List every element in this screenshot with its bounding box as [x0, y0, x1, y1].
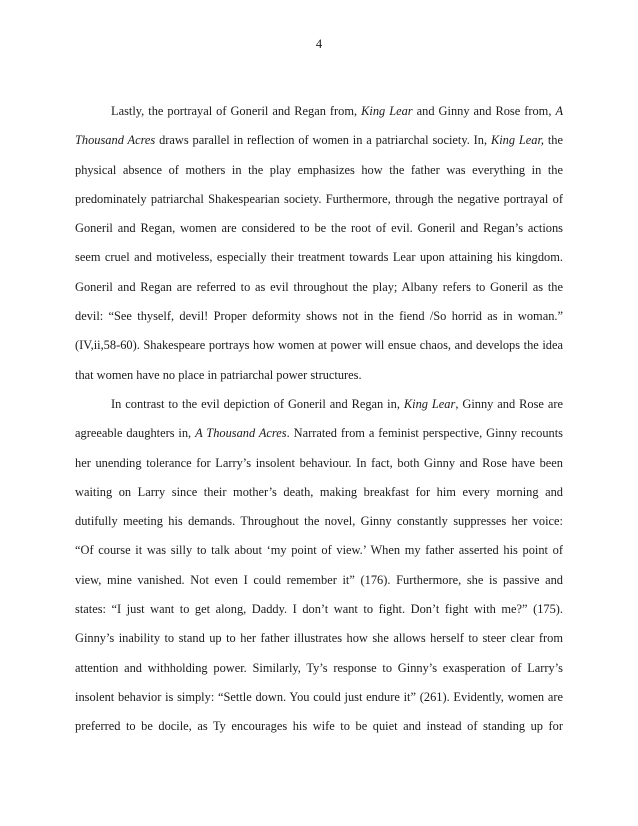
text-line: [75, 126, 563, 155]
text-line: [75, 185, 563, 214]
text-line: [75, 214, 563, 243]
text-run: “Of course it was silly to talk about ‘my point of view.’ When my father asserted his point of: [75, 543, 563, 558]
text-run: . Narrated from a feminist perspective, Ginny recounts: [286, 426, 563, 441]
text-run: insolent behavior is simply: “Settle down. You could just endure it” (261). Evidently, women are: [75, 689, 563, 704]
text-run: attention and withholding power. Similarly, Ty’s response to Ginny’s exasperation of Larry’s: [75, 660, 563, 675]
italic-title: King Lear: [403, 396, 456, 411]
text-line: [75, 156, 563, 185]
text-line: [75, 419, 563, 448]
text-run: In contrast to the evil depiction of Goneril and Regan in,: [111, 396, 404, 411]
text-run: Goneril and Regan are referred to as evil throughout the play; Albany refers to Goneril as the: [75, 279, 563, 294]
text-line: [75, 97, 563, 126]
text-run: dutifully meeting his demands. Throughout the novel, Ginny constantly suppresses her voice:: [75, 514, 563, 529]
text-line: [75, 712, 563, 741]
text-run: draws parallel in reflection of women in a patriarchal society. In,: [155, 133, 491, 148]
page-number: 4: [315, 37, 323, 51]
paragraph: [75, 390, 563, 742]
text-run: Ginny’s inability to stand up to her father illustrates how she allows herself to steer clear from: [75, 631, 563, 646]
text-run: the: [544, 133, 563, 148]
text-line: [75, 536, 563, 565]
italic-title: Thousand Acres: [75, 133, 156, 148]
text-line: [75, 390, 563, 419]
text-run: agreeable daughters in,: [75, 426, 196, 441]
text-line: [75, 361, 563, 390]
text-run: view, mine vanished. Not even I could remember it” (176). Furthermore, she is passive and: [75, 572, 563, 587]
text-run: Goneril and Regan, women are considered to be the root of evil. Goneril and Regan’s actions: [75, 221, 563, 236]
text-line: [75, 449, 563, 478]
text-line: [75, 507, 563, 536]
text-run: devil: “See thyself, devil! Proper deformity shows not in the fiend /So horrid as in woman.”: [75, 309, 563, 324]
text-line: [75, 302, 563, 331]
text-line: [75, 243, 563, 272]
text-run: seem cruel and motiveless, especially their treatment towards Lear upon attaining his kingdom.: [75, 250, 563, 265]
text-run: her unending tolerance for Larry’s insolent behaviour. In fact, both Ginny and Rose have been: [75, 455, 563, 470]
text-line: [75, 683, 563, 712]
text-line: [75, 595, 563, 624]
paragraph: [75, 97, 563, 390]
text-run: predominately patriarchal Shakespearian society. Furthermore, through the negative portrayal of: [75, 191, 563, 206]
italic-title: King Lear,: [490, 133, 545, 148]
text-run: (IV,ii,58-60). Shakespeare portrays how women at power will ensue chaos, and develops the idea: [75, 338, 563, 353]
text-run: physical absence of mothers in the play emphasizes how the father was everything in the: [75, 162, 563, 177]
text-run: and Ginny and Rose from,: [412, 104, 556, 118]
text-run: states: “I just want to get along, Daddy. I don’t want to fight. Don’t fight with me?” (175).: [75, 602, 563, 617]
body-text: [75, 97, 563, 742]
text-line: [75, 624, 563, 653]
text-run: Lastly, the portrayal of Goneril and Regan from,: [111, 104, 362, 118]
text-line: [75, 478, 563, 507]
text-line: [75, 331, 563, 360]
text-line: [75, 566, 563, 595]
text-run: preferred to be docile, as Ty encourages his wife to be quiet and instead of standing up for: [75, 719, 563, 734]
text-run: that women have no place in patriarchal power structures.: [75, 367, 362, 382]
italic-title: A Thousand Acres: [195, 426, 287, 441]
text-run: waiting on Larry since their mother’s death, making breakfast for him every morning and: [75, 484, 563, 499]
text-run: , Ginny and Rose are: [455, 396, 563, 411]
text-line: [75, 654, 563, 683]
text-line: [75, 273, 563, 302]
italic-title: A: [555, 104, 563, 118]
italic-title: King Lear: [361, 104, 413, 118]
